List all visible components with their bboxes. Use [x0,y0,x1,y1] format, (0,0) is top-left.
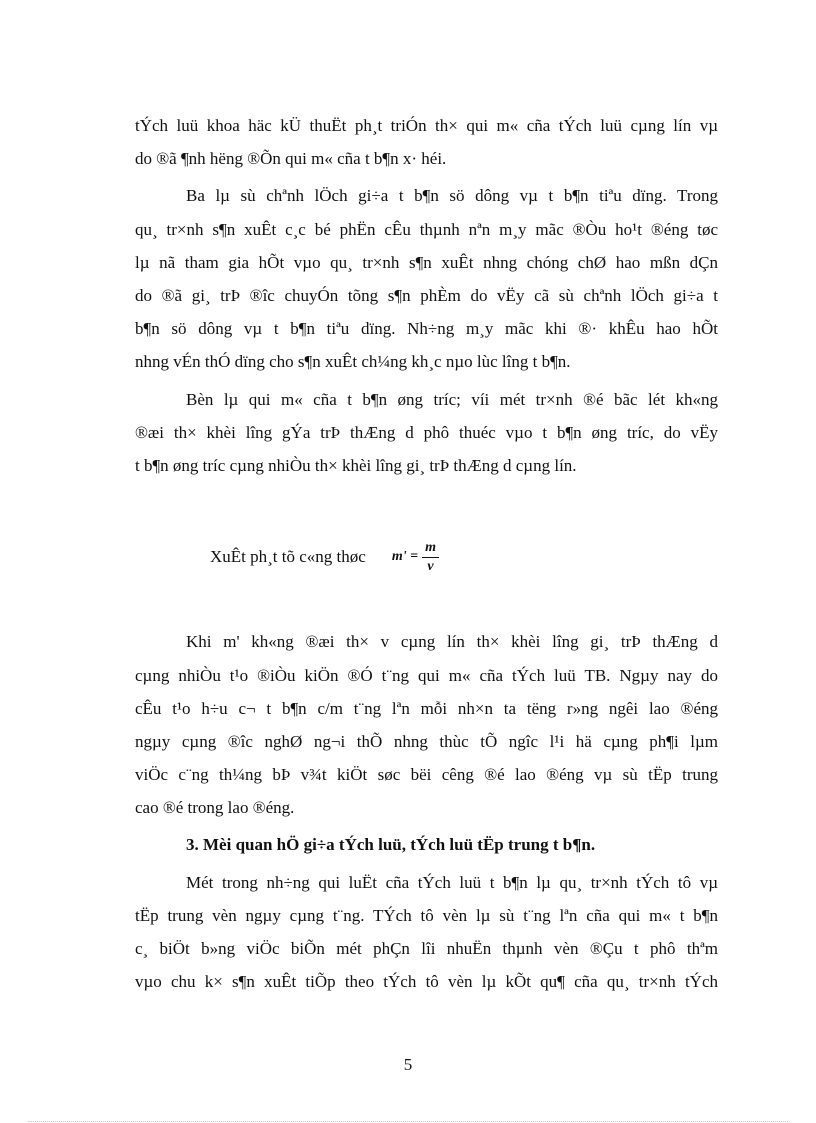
paragraph-5-line: Mét trong nh÷ng qui luËt cña tÝch luü t b¶n lµ qu¸ tr×nh tÝch tô vµ [186,873,718,892]
formula-label: XuÊt ph¸t tõ c«ng thøc [210,547,366,566]
paragraph-3-line: t b¶n øng tríc cµng nhiÒu th× khèi lîng gi¸ trÞ thÆng d cµng lín. [135,456,577,475]
paragraph-1-line: do ®ã ¶nh hëng ®Õn qui m« cña t b¶n x· héi. [135,149,447,168]
formula-fraction [422,540,439,575]
paragraph-4-line: viÖc c¨ng th¼ng bÞ v¾t kiÖt søc bëi cêng ®é lao ®éng vµ sù tËp trung [135,765,718,784]
paragraph-3-line: ®æi th× khèi lîng gÝa trÞ thÆng d phô thuéc vµo t b¶n øng tríc, do vËy [135,423,718,442]
paragraph-2-line: lµ nã tham gia hÕt vµo qu¸ tr×nh s¶n xuÊt nhng chóng chØ hao mßn dÇn [135,253,718,272]
paragraph-4-line: cao ®é trong lao ®éng. [135,798,295,817]
paragraph-1-line: tÝch luü khoa häc kÜ thuËt ph¸t triÓn th× qui m« cña tÝch luü cµng lín vµ [135,116,718,135]
paragraph-3-line: Bèn lµ qui m« cña t b¶n øng tríc; víi mét tr×nh ®é bãc lét kh«ng [186,390,718,409]
paragraph-5-line: vµo chu k× s¶n xuÊt tiÕp theo tÝch tô vèn lµ kÕt qu¶ cña qu¸ tr×nh tÝch [135,972,718,991]
formula-denominator: v [427,558,434,574]
paragraph-2-line: nhng vÉn thÓ dïng cho s¶n xuÊt ch¼ng kh¸c nµo lùc lîng t b¶n. [135,352,571,371]
paragraph-2-line: qu¸ tr×nh s¶n xuÊt c¸c bé phËn cÊu thµnh nªn m¸y mãc ®Òu ho¹t ®éng tøc [135,220,718,239]
paragraph-4-line: cÊu t¹o h÷u c¬ t b¶n c/m t¨ng lªn mỗi nh×n ta tëng r»ng ngêi lao ®éng [135,699,718,718]
paragraph-2-line: do ®ã gi¸ trÞ ®îc chuyÓn tõng s¶n phÈm do vËy cã sù chªnh lÖch gi÷a t [135,286,718,305]
formula-lhs: m' = [391,549,419,564]
formula-block [210,532,439,582]
page-number: 5 [403,1055,413,1074]
paragraph-2-line: b¶n sö dông vµ t b¶n tiªu dïng. Nh÷ng m¸y mãc khi ®· khÊu hao hÕt [135,319,718,338]
paragraph-5-line: tËp trung vèn ngµy cµng t¨ng. TÝch tô vèn lµ sù t¨ng lªn cña qui m« t b¶n [135,906,718,925]
formula-equation [392,540,439,575]
section-heading: 3. Mèi quan hÖ gi÷a tÝch luü, tÝch luü tËp trung t b¶n. [186,835,596,854]
paragraph-2-line: Ba lµ sù chªnh lÖch gi÷a t b¶n sö dông vµ t b¶n tiªu dïng. Trong [186,186,718,205]
paragraph-5-line: c¸ biÖt b»ng viÖc biÕn mét phÇn lîi nhuËn thµnh vèn ®Çu t phô thªm [135,939,718,958]
paragraph-4-line: cµng nhiÒu t¹o ®iÒu kiÖn ®Ó t¨ng qui m« cña tÝch luü TB. Ngµy nay do [135,666,718,685]
paragraph-4-line: Khi m' kh«ng ®æi th× v cµng lín th× khèi lîng gi¸ trÞ thÆng d [186,632,718,651]
paragraph-4-line: ngµy cµng ®îc nghØ ng¬i thÕ nhng thùc tÕ ngîc l¹i hä cµng ph¶i lµm [135,732,718,751]
formula-numerator: m [422,540,439,558]
page-bottom-divider [28,1121,788,1122]
